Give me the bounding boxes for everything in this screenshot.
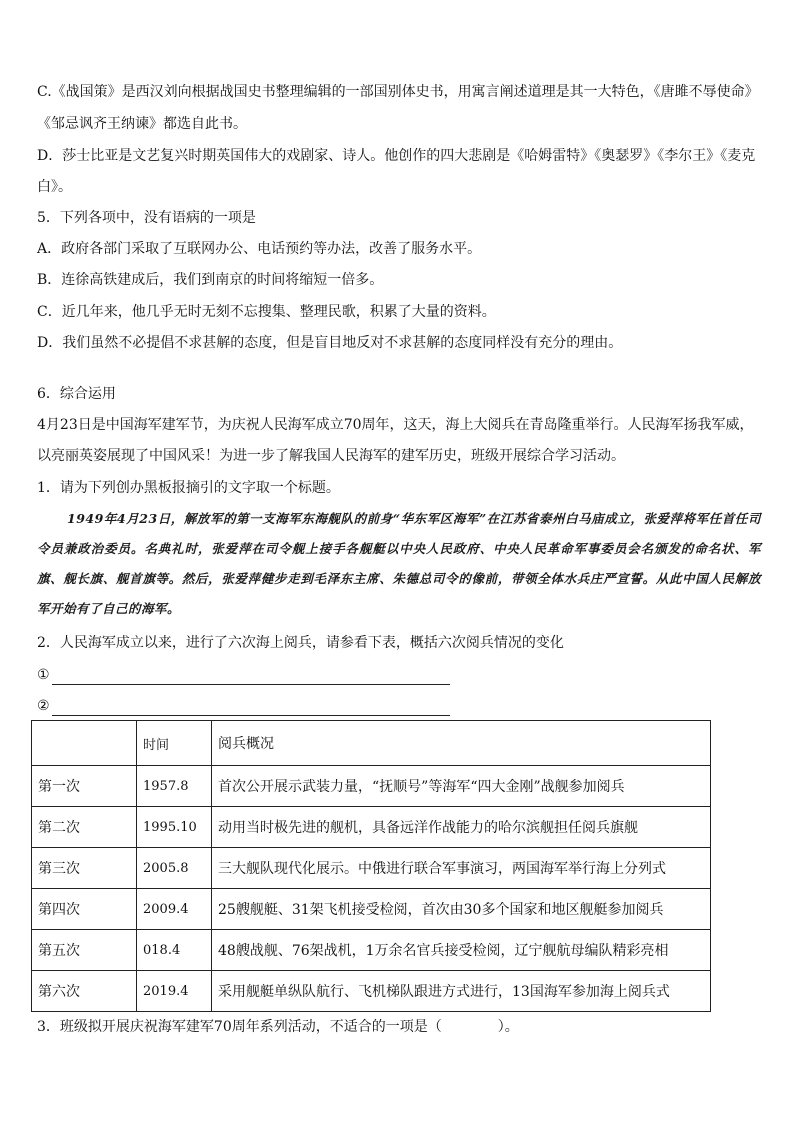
table-cell: 018.4 [137, 930, 212, 971]
table-header-cell: 时间 [137, 721, 212, 766]
option-d-line1: D．莎士比亚是文艺复兴时期英国伟大的戏剧家、诗人。他创作的四大悲剧是《哈姆雷特》《奥瑟罗》《李尔王》《麦克 [37, 148, 756, 164]
table-header-row [32, 721, 711, 766]
question5-option-a: A．政府各部门采取了互联网办公、电话预约等办法，改善了服务水平。 [37, 241, 482, 257]
question5-option-b: B．连徐高铁建成后，我们到南京的时间将缩短一倍多。 [37, 272, 384, 288]
table-cell: 2009.4 [137, 889, 212, 930]
table-cell: 三大舰队现代化展示。中俄进行联合军事演习，两国海军举行海上分列式 [212, 848, 711, 889]
table-row [32, 848, 711, 889]
table-cell: 采用舰艇单纵队航行、飞机梯队跟进方式进行，13国海军参加海上阅兵式 [212, 971, 711, 1012]
table-cell: 动用当时极先进的舰机，具备远洋作战能力的哈尔滨舰担任阅兵旗舰 [212, 807, 711, 848]
parade-table [31, 720, 711, 1012]
option-c-line2: 《邹忌讽齐王纳谏》都选自此书。 [37, 116, 247, 132]
table-row [32, 889, 711, 930]
blank-marker-1: ① [37, 667, 50, 683]
question5-option-c: C．近几年来，他几乎无时无刻不忘搜集、整理民歌，积累了大量的资料。 [37, 304, 496, 320]
table-cell: 第五次 [32, 930, 137, 971]
table-cell: 第四次 [32, 889, 137, 930]
table-cell: 48艘战舰、76架战机，1万余名官兵接受检阅，辽宁舰航母编队精彩亮相 [212, 930, 711, 971]
table-cell: 第二次 [32, 807, 137, 848]
table-cell: 2019.4 [137, 971, 212, 1012]
table-cell: 1957.8 [137, 766, 212, 807]
table-cell: 第六次 [32, 971, 137, 1012]
option-c-line1: C.《战国策》是西汉刘向根据战国史书整理编辑的一部国别体史书，用寓言阐述道理是其一大特色，《唐雎不辱使命》 [37, 84, 759, 100]
question6-sub3: 3．班级拟开展庆祝海军建军70周年系列活动，不适合的一项是（ ）。 [37, 1019, 519, 1035]
answer-blank-1[interactable] [37, 665, 450, 685]
table-cell: 1995.10 [137, 807, 212, 848]
answer-blank-2[interactable] [37, 696, 450, 716]
blank-marker-2: ② [37, 698, 50, 714]
table-cell: 25艘舰艇、31架飞机接受检阅，首次由30多个国家和地区舰艇参加阅兵 [212, 889, 711, 930]
question6-title: 6．综合运用 [37, 386, 116, 402]
question6-sub1: 1．请为下列创办黑板报摘引的文字取一个标题。 [37, 480, 340, 496]
table-header-cell [32, 721, 137, 766]
question6-sub2: 2．人民海军成立以来，进行了六次海上阅兵，请参看下表，概括六次阅兵情况的变化 [37, 635, 564, 651]
table-cell: 第三次 [32, 848, 137, 889]
table-row [32, 930, 711, 971]
table-cell: 第一次 [32, 766, 137, 807]
blank-rule-2[interactable] [52, 701, 450, 716]
table-cell: 2005.8 [137, 848, 212, 889]
table-row [32, 807, 711, 848]
question5-stem: 5．下列各项中，没有语病的一项是 [37, 210, 256, 226]
question6-intro-line2: 以亮丽英姿展现了中国风采！为进一步了解我国人民海军的建军历史，班级开展综合学习活动。 [37, 448, 625, 464]
blank-rule-1[interactable] [52, 670, 450, 685]
table-header-cell: 阅兵概况 [212, 721, 711, 766]
table-cell: 首次公开展示武装力量，“抚顺号”等海军“四大金刚”战舰参加阅兵 [212, 766, 711, 807]
question5-option-d: D．我们虽然不必提倡不求甚解的态度，但是盲目地反对不求甚解的态度同样没有充分的理由。 [37, 335, 623, 351]
table-row [32, 766, 711, 807]
option-d-line2: 白》。 [37, 179, 72, 195]
question6-intro-line1: 4月23日是中国海军建军节，为庆祝人民海军成立70周年，这天，海上大阅兵在青岛隆重举行。人民海军扬我军威， [37, 417, 754, 433]
table-row [32, 971, 711, 1012]
excerpt-passage: 1949年4月23日，解放军的第一支海军东海舰队的前身“华东军区海军”在江苏省泰州白马庙成立，张爱萍将军任首任司令员兼政治委员。名典礼时，张爱萍在司令舰上接手各舰艇以中央人民政府、中央人民革命军事委员会名颁发的命名状、军旗、舰长旗、舰首旗等。然后，张爱萍健步走到毛泽东主席、朱德总司令的像前，带领全体水兵庄严宣誓。从此中国人民解放军开始有了自己的海军。 [37, 511, 761, 616]
